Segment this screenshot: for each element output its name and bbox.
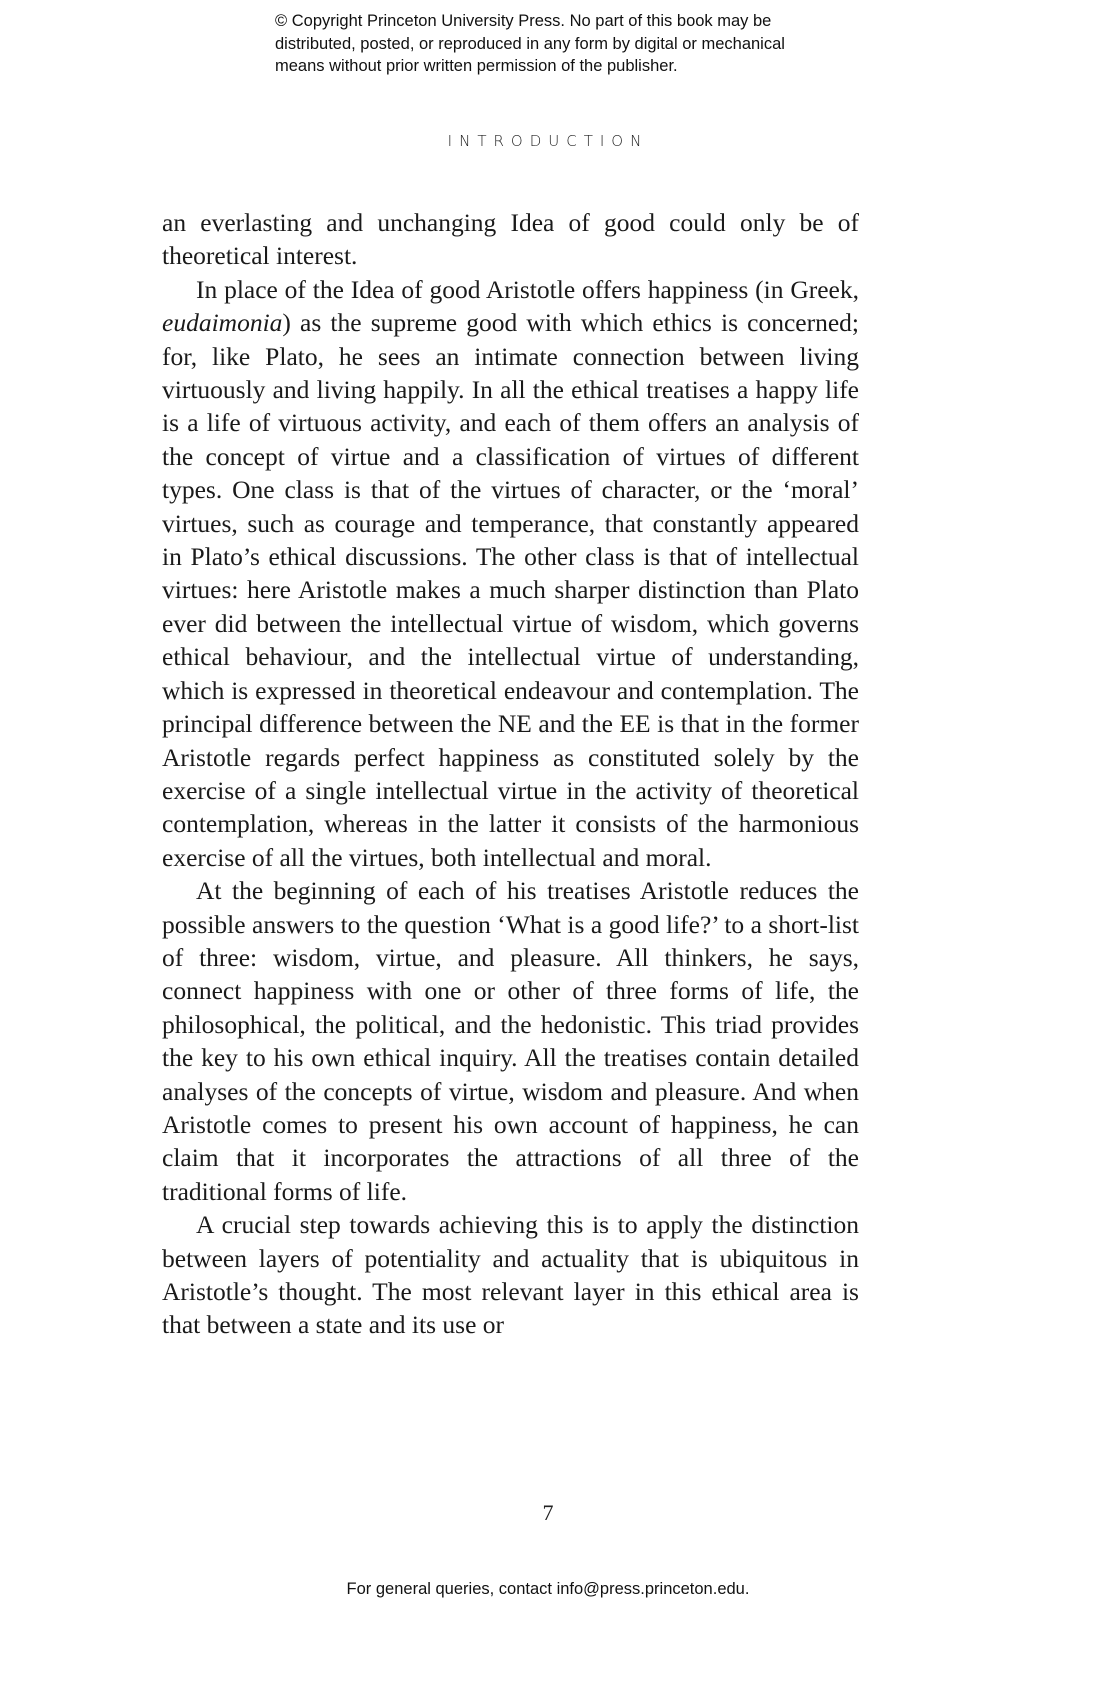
running-head: INTRODUCTION bbox=[447, 132, 649, 150]
copyright-line-2: distributed, posted, or reproduced in any form by digital or mechanical bbox=[275, 34, 785, 53]
footer-contact: For general queries, contact info@press.princeton.edu. bbox=[346, 1580, 750, 1598]
copyright-notice bbox=[275, 10, 895, 78]
body-text bbox=[162, 206, 859, 1342]
paragraph-4: A crucial step towards achieving this is to apply the distinction between layers of potentiality and actuality that is ubiquitous in Aristotle’s thought. The most relevant layer in this ethical area is that between a state and its use or bbox=[162, 1210, 859, 1340]
paragraph-3: At the beginning of each of his treatises Aristotle reduces the possible answers to the question ‘What is a good life?’ to a short-list of three: wisdom, virtue, and pleasure. All thinkers, he says, connect happiness with one or other of three forms of life, the philosophical, the political, and the hedonistic. This triad provides the key to his own ethical inquiry. All the treatises contain detailed analyses of the concepts of virtue, wisdom and pleasure. And when Aristotle comes to present his own account of happiness, he can claim that it incorporates the attractions of all three of the traditional forms of life. bbox=[162, 876, 859, 1206]
copyright-line-3: means without prior written permission of the publisher. bbox=[275, 57, 678, 75]
page-number: 7 bbox=[542, 1500, 554, 1525]
paragraph-2 bbox=[162, 273, 859, 874]
copyright-line-1: © Copyright Princeton University Press. No part of this book may be bbox=[275, 12, 772, 30]
paragraph-2-start: In place of the Idea of good Aristotle offers happiness (in Greek, bbox=[196, 274, 859, 304]
paragraph-2-rest: ) as the supreme good with which ethics is concerned; for, like Plato, he sees an intimate connection between living virtuously and living happily. In all the ethical treatises a happy life is a life of virtuous activity, and each of them offers an analysis of the concept of virtue and a classification of virtues of different types. One class is that of the virtues of character, or the ‘moral’ virtues, such as courage and temperance, that constantly appeared in Plato’s ethical discussions. The other class is that of intellectual virtues: here Aristotle makes a much sharper distinction than Plato ever did between the intellectual virtue of wisdom, which governs ethical behaviour, and the intellectual virtue of understanding, which is expressed in theoretical endeavour and contemplation. The principal difference between the NE and the EE is that in the former Aristotle regards perfect happiness as constituted solely by the exercise of a single intellectual virtue in the activity of theoretical contemplation, whereas in the latter it consists of the harmonious exercise of all the virtues, both intellectual and moral. bbox=[162, 308, 859, 872]
paragraph-1: an everlasting and unchanging Idea of good could only be of theoretical interest. bbox=[162, 208, 859, 271]
italic-term: eudaimonia bbox=[162, 308, 283, 338]
